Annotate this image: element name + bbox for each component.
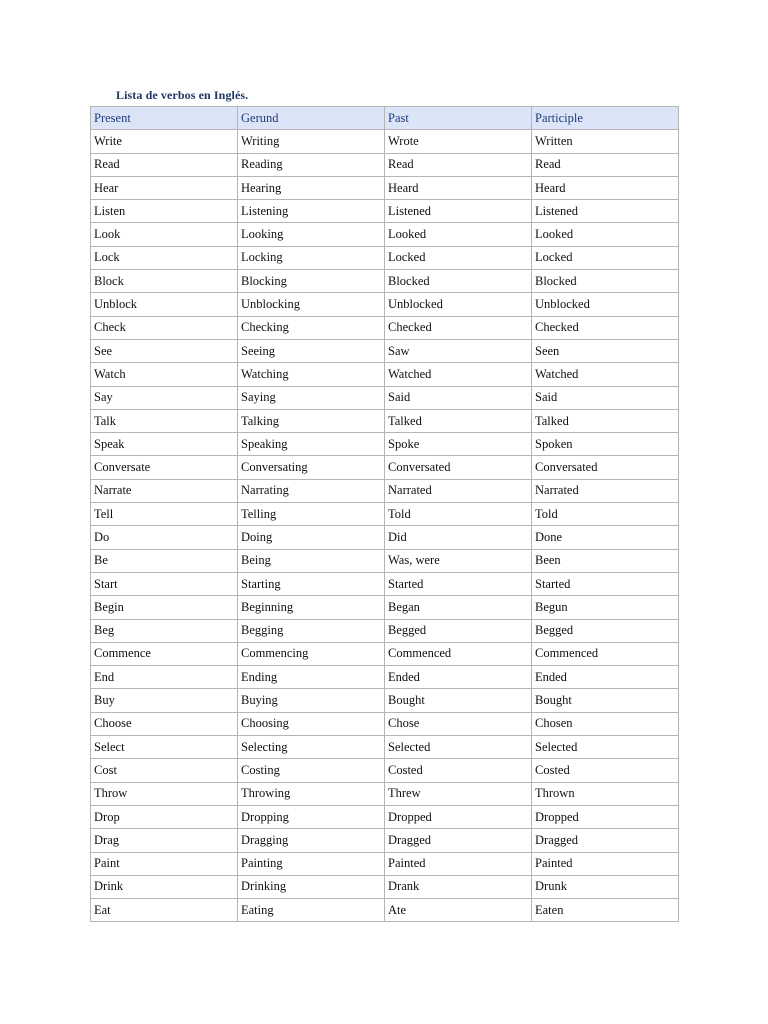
- cell-participle: Done: [532, 526, 679, 549]
- table-row: [91, 549, 679, 572]
- table-row: [91, 200, 679, 223]
- cell-participle: Conversated: [532, 456, 679, 479]
- cell-participle: Seen: [532, 339, 679, 362]
- cell-participle: Selected: [532, 736, 679, 759]
- cell-participle: Looked: [532, 223, 679, 246]
- cell-present: Drink: [91, 875, 238, 898]
- table-row: [91, 409, 679, 432]
- cell-gerund: Seeing: [238, 339, 385, 362]
- cell-present: Listen: [91, 200, 238, 223]
- cell-gerund: Watching: [238, 363, 385, 386]
- cell-participle: Said: [532, 386, 679, 409]
- cell-gerund: Saying: [238, 386, 385, 409]
- cell-participle: Unblocked: [532, 293, 679, 316]
- cell-past: Begged: [385, 619, 532, 642]
- cell-past: Costed: [385, 759, 532, 782]
- table-row: [91, 479, 679, 502]
- cell-participle: Dragged: [532, 829, 679, 852]
- column-header-past: Past: [385, 107, 532, 130]
- cell-present: See: [91, 339, 238, 362]
- table-row: [91, 246, 679, 269]
- table-row: [91, 130, 679, 153]
- cell-gerund: Writing: [238, 130, 385, 153]
- cell-past: Conversated: [385, 456, 532, 479]
- table-row: [91, 223, 679, 246]
- cell-present: Eat: [91, 899, 238, 922]
- cell-gerund: Costing: [238, 759, 385, 782]
- cell-gerund: Selecting: [238, 736, 385, 759]
- cell-present: Start: [91, 572, 238, 595]
- cell-participle: Heard: [532, 176, 679, 199]
- column-header-present: Present: [91, 107, 238, 130]
- cell-participle: Bought: [532, 689, 679, 712]
- cell-present: Talk: [91, 409, 238, 432]
- column-header-participle: Participle: [532, 107, 679, 130]
- cell-participle: Painted: [532, 852, 679, 875]
- cell-gerund: Beginning: [238, 596, 385, 619]
- cell-present: Cost: [91, 759, 238, 782]
- cell-participle: Talked: [532, 409, 679, 432]
- table-row: [91, 153, 679, 176]
- cell-past: Blocked: [385, 270, 532, 293]
- cell-gerund: Starting: [238, 572, 385, 595]
- table-header-row: [91, 107, 679, 130]
- cell-gerund: Blocking: [238, 270, 385, 293]
- cell-present: Begin: [91, 596, 238, 619]
- cell-participle: Costed: [532, 759, 679, 782]
- cell-participle: Begged: [532, 619, 679, 642]
- cell-gerund: Begging: [238, 619, 385, 642]
- cell-participle: Watched: [532, 363, 679, 386]
- table-row: [91, 899, 679, 922]
- cell-past: Dropped: [385, 805, 532, 828]
- cell-past: Heard: [385, 176, 532, 199]
- cell-present: Be: [91, 549, 238, 572]
- cell-participle: Blocked: [532, 270, 679, 293]
- cell-participle: Listened: [532, 200, 679, 223]
- cell-past: Threw: [385, 782, 532, 805]
- cell-gerund: Eating: [238, 899, 385, 922]
- cell-past: Commenced: [385, 642, 532, 665]
- cell-present: Look: [91, 223, 238, 246]
- cell-past: Did: [385, 526, 532, 549]
- cell-present: Drag: [91, 829, 238, 852]
- document-title: Lista de verbos en Inglés.: [116, 88, 249, 102]
- cell-gerund: Conversating: [238, 456, 385, 479]
- cell-present: Do: [91, 526, 238, 549]
- cell-past: Told: [385, 503, 532, 526]
- cell-gerund: Talking: [238, 409, 385, 432]
- cell-present: Throw: [91, 782, 238, 805]
- cell-past: Dragged: [385, 829, 532, 852]
- table-row: [91, 642, 679, 665]
- cell-participle: Read: [532, 153, 679, 176]
- cell-present: Unblock: [91, 293, 238, 316]
- cell-participle: Checked: [532, 316, 679, 339]
- cell-present: End: [91, 666, 238, 689]
- cell-past: Chose: [385, 712, 532, 735]
- cell-participle: Thrown: [532, 782, 679, 805]
- table-row: [91, 270, 679, 293]
- cell-gerund: Hearing: [238, 176, 385, 199]
- cell-gerund: Looking: [238, 223, 385, 246]
- cell-past: Watched: [385, 363, 532, 386]
- table-row: [91, 666, 679, 689]
- table-row: [91, 526, 679, 549]
- cell-present: Choose: [91, 712, 238, 735]
- cell-present: Say: [91, 386, 238, 409]
- cell-gerund: Being: [238, 549, 385, 572]
- cell-present: Narrate: [91, 479, 238, 502]
- table-row: [91, 805, 679, 828]
- cell-present: Write: [91, 130, 238, 153]
- cell-gerund: Choosing: [238, 712, 385, 735]
- cell-gerund: Doing: [238, 526, 385, 549]
- cell-past: Unblocked: [385, 293, 532, 316]
- cell-participle: Been: [532, 549, 679, 572]
- cell-present: Block: [91, 270, 238, 293]
- cell-present: Read: [91, 153, 238, 176]
- table-row: [91, 386, 679, 409]
- cell-present: Tell: [91, 503, 238, 526]
- cell-gerund: Locking: [238, 246, 385, 269]
- cell-present: Buy: [91, 689, 238, 712]
- cell-participle: Dropped: [532, 805, 679, 828]
- table-row: [91, 363, 679, 386]
- cell-present: Paint: [91, 852, 238, 875]
- table-row: [91, 433, 679, 456]
- cell-participle: Written: [532, 130, 679, 153]
- cell-present: Check: [91, 316, 238, 339]
- cell-past: Bought: [385, 689, 532, 712]
- cell-participle: Commenced: [532, 642, 679, 665]
- cell-past: Painted: [385, 852, 532, 875]
- cell-participle: Begun: [532, 596, 679, 619]
- table-row: [91, 619, 679, 642]
- cell-gerund: Drinking: [238, 875, 385, 898]
- cell-past: Locked: [385, 246, 532, 269]
- cell-gerund: Unblocking: [238, 293, 385, 316]
- cell-past: Saw: [385, 339, 532, 362]
- cell-past: Started: [385, 572, 532, 595]
- cell-gerund: Dragging: [238, 829, 385, 852]
- cell-present: Commence: [91, 642, 238, 665]
- cell-gerund: Commencing: [238, 642, 385, 665]
- cell-past: Checked: [385, 316, 532, 339]
- cell-gerund: Speaking: [238, 433, 385, 456]
- verb-table: [90, 106, 679, 922]
- cell-present: Speak: [91, 433, 238, 456]
- cell-gerund: Throwing: [238, 782, 385, 805]
- cell-participle: Drunk: [532, 875, 679, 898]
- table-row: [91, 782, 679, 805]
- cell-participle: Locked: [532, 246, 679, 269]
- cell-past: Said: [385, 386, 532, 409]
- cell-participle: Eaten: [532, 899, 679, 922]
- cell-present: Lock: [91, 246, 238, 269]
- table-row: [91, 759, 679, 782]
- cell-past: Drank: [385, 875, 532, 898]
- cell-participle: Ended: [532, 666, 679, 689]
- table-body: [91, 130, 679, 922]
- cell-past: Ate: [385, 899, 532, 922]
- cell-present: Drop: [91, 805, 238, 828]
- cell-present: Select: [91, 736, 238, 759]
- table-row: [91, 829, 679, 852]
- cell-past: Talked: [385, 409, 532, 432]
- table-row: [91, 572, 679, 595]
- table-row: [91, 852, 679, 875]
- cell-gerund: Ending: [238, 666, 385, 689]
- cell-gerund: Narrating: [238, 479, 385, 502]
- table-row: [91, 293, 679, 316]
- table-row: [91, 176, 679, 199]
- cell-past: Was, were: [385, 549, 532, 572]
- cell-past: Listened: [385, 200, 532, 223]
- table-row: [91, 503, 679, 526]
- cell-participle: Narrated: [532, 479, 679, 502]
- cell-gerund: Buying: [238, 689, 385, 712]
- table-row: [91, 875, 679, 898]
- column-header-gerund: Gerund: [238, 107, 385, 130]
- table-row: [91, 712, 679, 735]
- cell-present: Beg: [91, 619, 238, 642]
- cell-past: Selected: [385, 736, 532, 759]
- cell-past: Spoke: [385, 433, 532, 456]
- cell-participle: Spoken: [532, 433, 679, 456]
- table-row: [91, 689, 679, 712]
- cell-present: Conversate: [91, 456, 238, 479]
- cell-past: Read: [385, 153, 532, 176]
- cell-participle: Chosen: [532, 712, 679, 735]
- cell-past: Looked: [385, 223, 532, 246]
- cell-gerund: Listening: [238, 200, 385, 223]
- table-row: [91, 316, 679, 339]
- cell-gerund: Reading: [238, 153, 385, 176]
- cell-gerund: Checking: [238, 316, 385, 339]
- table-row: [91, 736, 679, 759]
- cell-past: Ended: [385, 666, 532, 689]
- cell-gerund: Painting: [238, 852, 385, 875]
- cell-past: Began: [385, 596, 532, 619]
- table-header: [91, 107, 679, 130]
- cell-present: Watch: [91, 363, 238, 386]
- cell-participle: Told: [532, 503, 679, 526]
- cell-past: Narrated: [385, 479, 532, 502]
- table-row: [91, 456, 679, 479]
- cell-present: Hear: [91, 176, 238, 199]
- cell-past: Wrote: [385, 130, 532, 153]
- cell-participle: Started: [532, 572, 679, 595]
- table-row: [91, 339, 679, 362]
- table-row: [91, 596, 679, 619]
- cell-gerund: Dropping: [238, 805, 385, 828]
- cell-gerund: Telling: [238, 503, 385, 526]
